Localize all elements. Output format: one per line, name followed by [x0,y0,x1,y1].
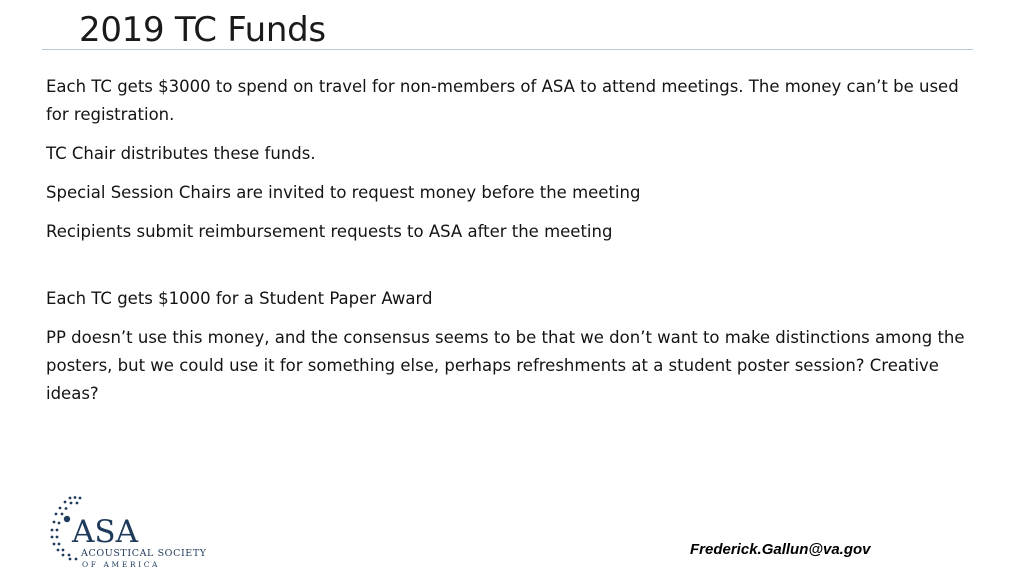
paragraph-reimbursement: Recipients submit reimbursement requests to ASA after the meeting [46,222,613,241]
paragraph-chair-distributes: TC Chair distributes these funds. [46,144,316,163]
asa-logo [44,492,224,572]
slide-title: 2019 TC Funds [79,10,326,50]
title-divider [42,49,973,50]
paragraph-special-session: Special Session Chairs are invited to request money before the meeting [46,183,641,202]
paragraph-pp-usage: PP doesn’t use this money, and the consensus seems to be that we don’t want to make distinctions among the posters, but we could use it for something else, perhaps refreshments at a student poster session? Creative ideas? [46,328,965,403]
paragraph-student-award: Each TC gets $1000 for a Student Paper Award [46,289,433,308]
asa-logo-line2: OF AMERICA [82,560,161,569]
paragraph-travel-funds: Each TC gets $3000 to spend on travel for non-members of ASA to attend meetings. The money can’t be used for registration. [46,77,959,124]
contact-email: Frederick.Gallun@va.gov [690,541,871,558]
slide-body [46,73,966,419]
asa-logo-letters: ASA [72,514,139,550]
asa-logo-line1: ACOUSTICAL SOCIETY [81,548,207,559]
